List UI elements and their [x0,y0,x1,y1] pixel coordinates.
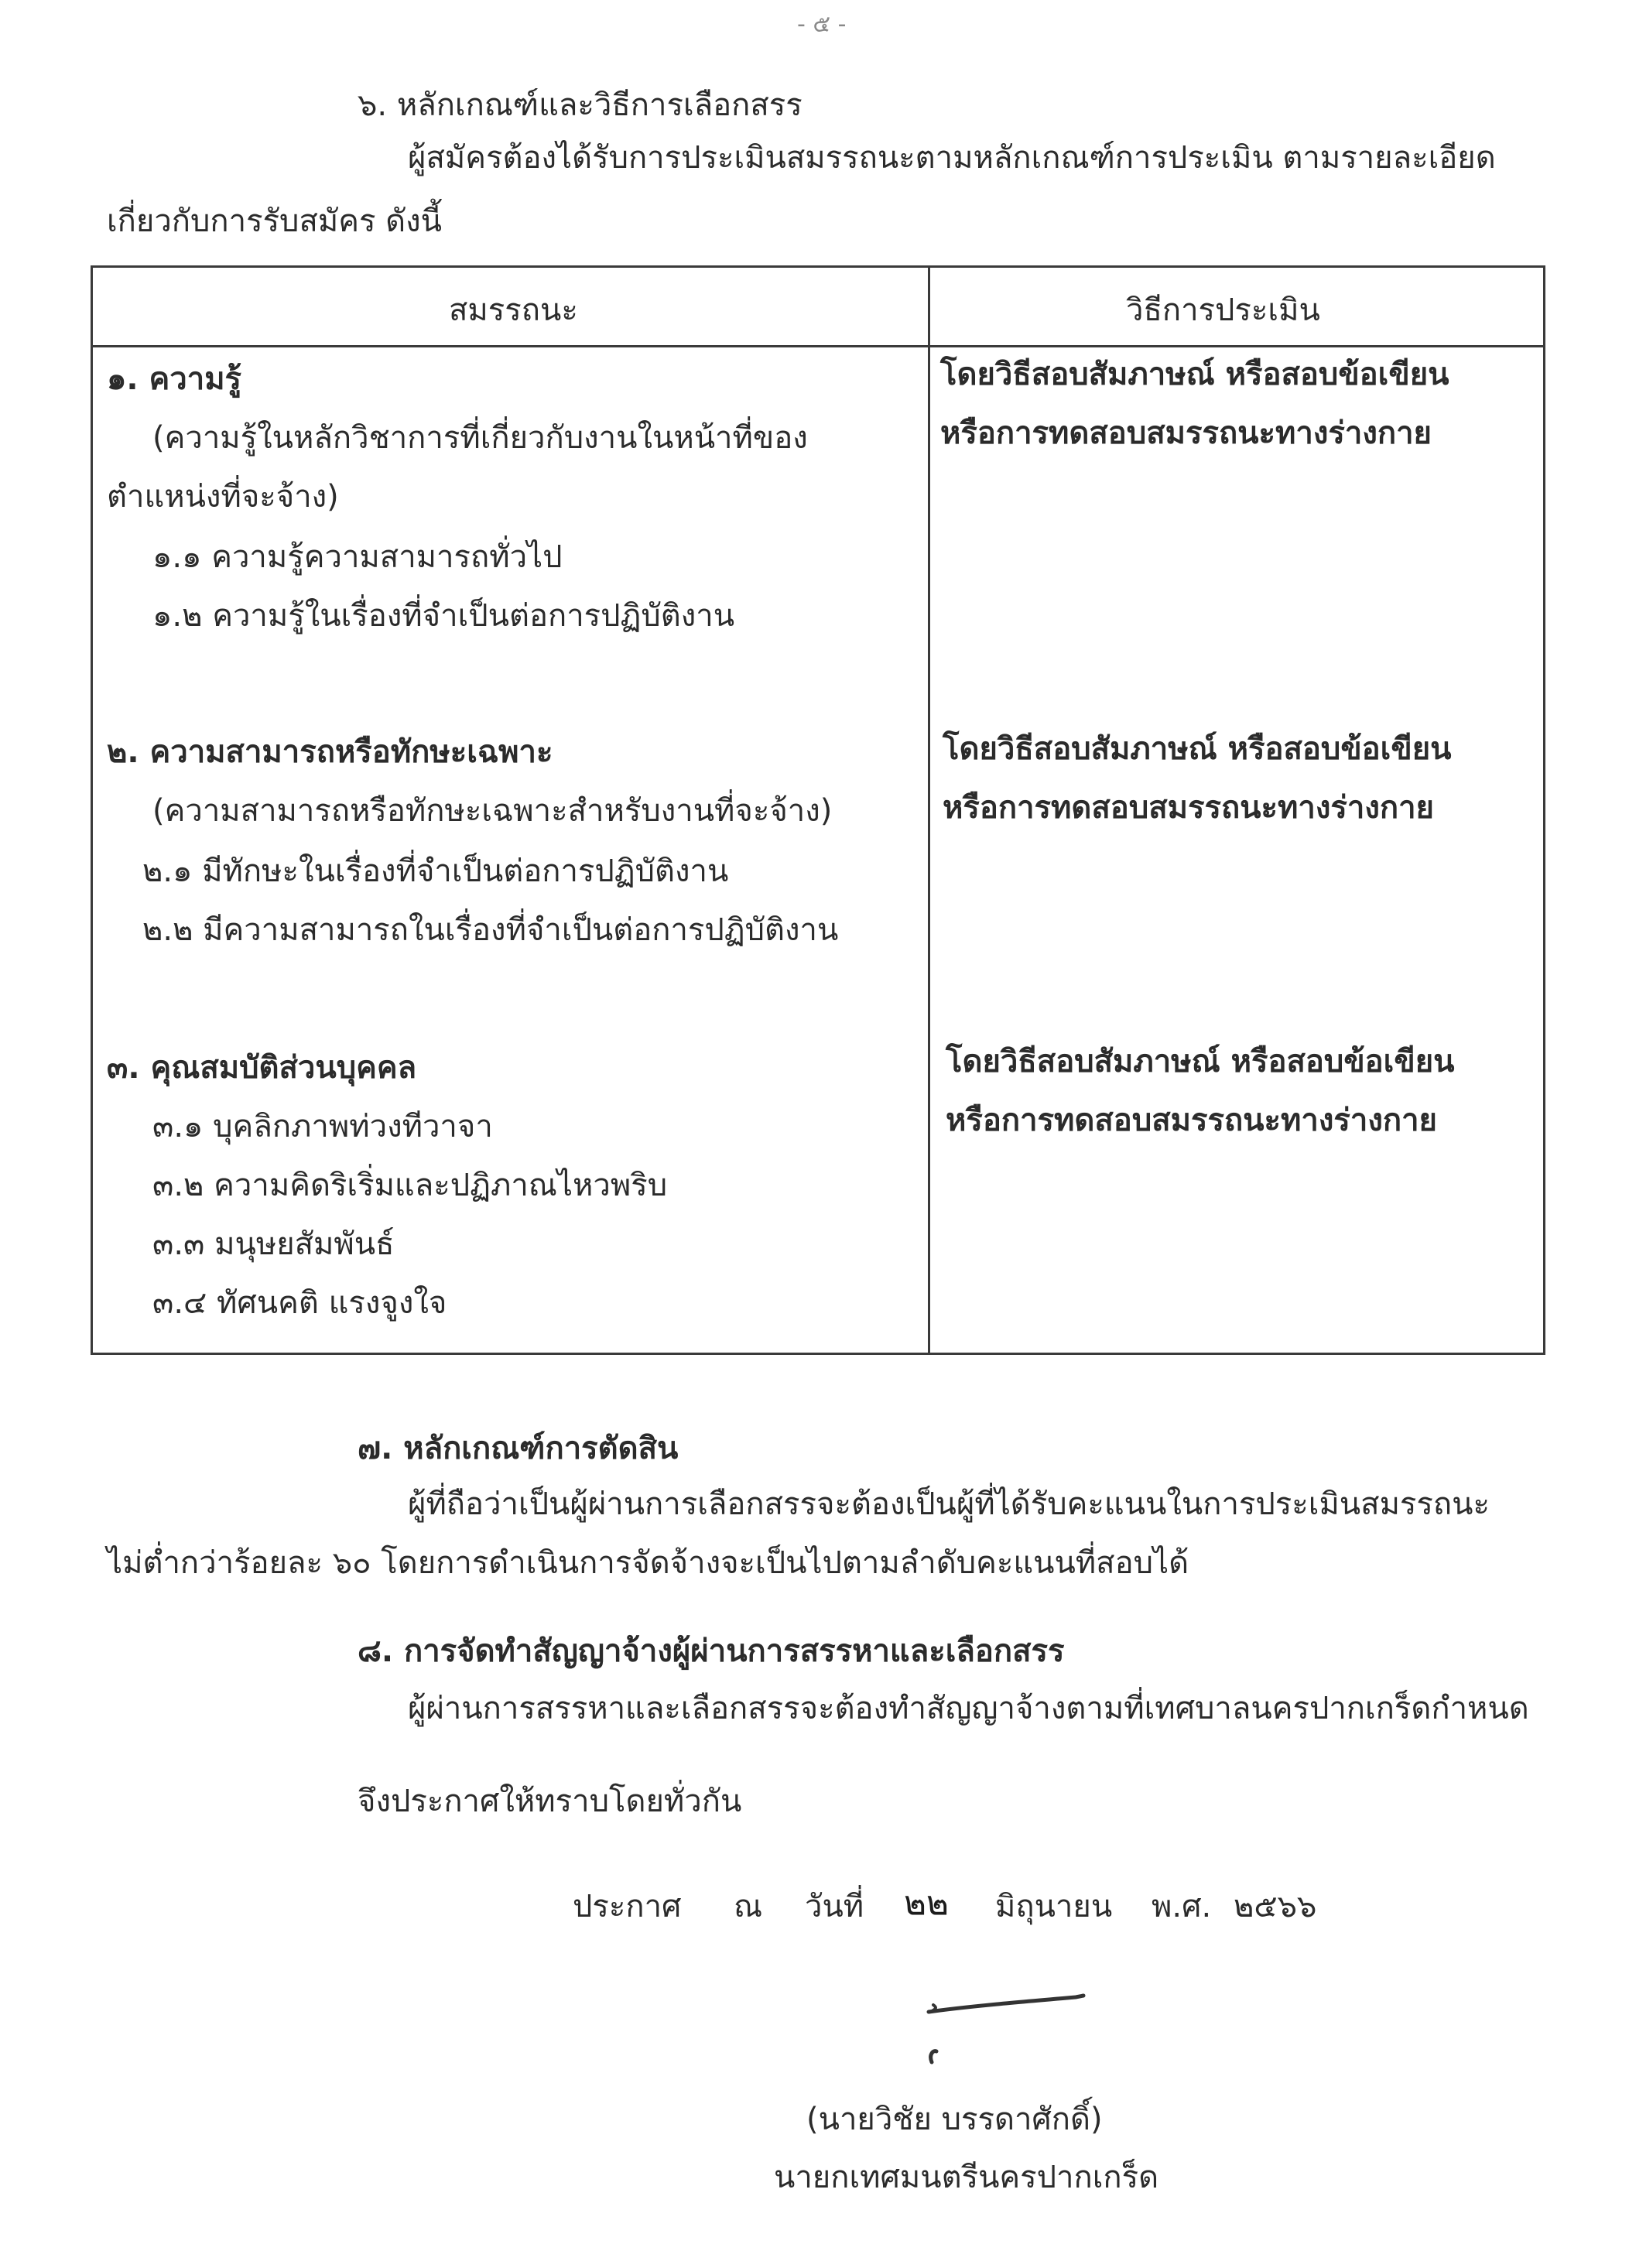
row1-item: ๑.๒ ความรู้ในเรื่องที่จำเป็นต่อการปฏิบัติงาน [152,598,735,634]
table-header-competency: สมรรถนะ [449,292,578,328]
row1-desc-line2: ตำแหน่งที่จะจ้าง) [107,479,339,515]
row2-item: ๒.๑ มีทักษะในเรื่องที่จำเป็นต่อการปฏิบัติงาน [142,853,729,889]
row1-item: ๑.๑ ความรู้ความสามารถทั่วไป [152,539,563,575]
section7-paragraph-line1: ผู้ที่ถือว่าเป็นผู้ผ่านการเลือกสรรจะต้องเป็นผู้ที่ได้รับคะแนนในการประเมินสมรรถนะ [408,1486,1490,1522]
row2-method-line1: โดยวิธีสอบสัมภาษณ์ หรือสอบข้อเขียน [943,731,1452,767]
row1-method-line1: โดยวิธีสอบสัมภาษณ์ หรือสอบข้อเขียน [940,357,1449,392]
row3-method-line1: โดยวิธีสอบสัมภาษณ์ หรือสอบข้อเขียน [946,1044,1455,1079]
section8-heading: ๘. การจัดทำสัญญาจ้างผู้ผ่านการสรรหาและเลือกสรร [358,1633,1065,1669]
row1-desc-line1: (ความรู้ในหลักวิชาการที่เกี่ยวกับงานในหน้าที่ของ [152,420,808,456]
table-column-divider [928,268,930,1353]
row2-item: ๒.๒ มีความสามารถในเรื่องที่จำเป็นต่อการปฏิบัติงาน [142,912,839,948]
date-year: ๒๕๖๖ [1234,1889,1317,1924]
section8-paragraph-line1: ผู้ผ่านการสรรหาและเลือกสรรจะต้องทำสัญญาจ้างตามที่เทศบาลนครปากเกร็ดกำหนด [408,1691,1529,1726]
signature [913,1969,1107,2070]
row3-method-line2: หรือการทดสอบสมรรถนะทางร่างกาย [946,1103,1437,1138]
signer-name: (นายวิชัย บรรดาศักดิ์) [806,2102,1103,2137]
row2-method-line2: หรือการทดสอบสมรรถนะทางร่างกาย [943,790,1434,826]
section7-heading: ๗. หลักเกณฑ์การตัดสิน [358,1431,679,1466]
row3-item: ๓.๓ มนุษยสัมพันธ์ [152,1226,395,1262]
row3-title: ๓. คุณสมบัติส่วนบุคคล [107,1050,417,1086]
section6-paragraph-line2: เกี่ยวกับการรับสมัคร ดังนี้ [107,204,443,239]
announcement-text: จึงประกาศให้ทราบโดยทั่วกัน [358,1784,742,1819]
table-header-method: วิธีการประเมิน [1126,292,1320,328]
row3-item: ๓.๒ ความคิดริเริ่มและปฏิภาณไหวพริบ [152,1168,668,1203]
row3-item: ๓.๑ บุคลิกภาพท่วงทีวาจา [152,1109,493,1144]
date-month: มิถุนายน [995,1889,1113,1924]
row1-method-line2: หรือการทดสอบสมรรถนะทางร่างกาย [940,416,1432,451]
row1-title: ๑. ความรู้ [107,361,242,397]
section6-heading: ๖. หลักเกณฑ์และวิธีการเลือกสรร [358,87,803,123]
row3-item: ๓.๔ ทัศนคติ แรงจูงใจ [152,1285,447,1321]
date-day-handwritten: ๒๒ [904,1883,950,1923]
page-number: - ๕ - [797,11,847,38]
date-day-label: วันที่ [805,1889,864,1924]
date-at: ณ [734,1889,763,1924]
section7-paragraph-line2: ไม่ต่ำกว่าร้อยละ ๖๐ โดยการดำเนินการจัดจ้างจะเป็นไปตามลำดับคะแนนที่สอบได้ [107,1545,1189,1581]
signer-title: นายกเทศมนตรีนครปากเกร็ด [774,2160,1159,2195]
row2-title: ๒. ความสามารถหรือทักษะเฉพาะ [107,734,553,770]
date-era: พ.ศ. [1152,1889,1212,1924]
row2-desc-line1: (ความสามารถหรือทักษะเฉพาะสำหรับงานที่จะจ้าง) [152,793,833,829]
section6-paragraph-line1: ผู้สมัครต้องได้รับการประเมินสมรรถนะตามหลักเกณฑ์การประเมิน ตามรายละเอียด [408,140,1496,176]
table-header-divider [93,345,1543,347]
date-prefix: ประกาศ [573,1889,682,1924]
